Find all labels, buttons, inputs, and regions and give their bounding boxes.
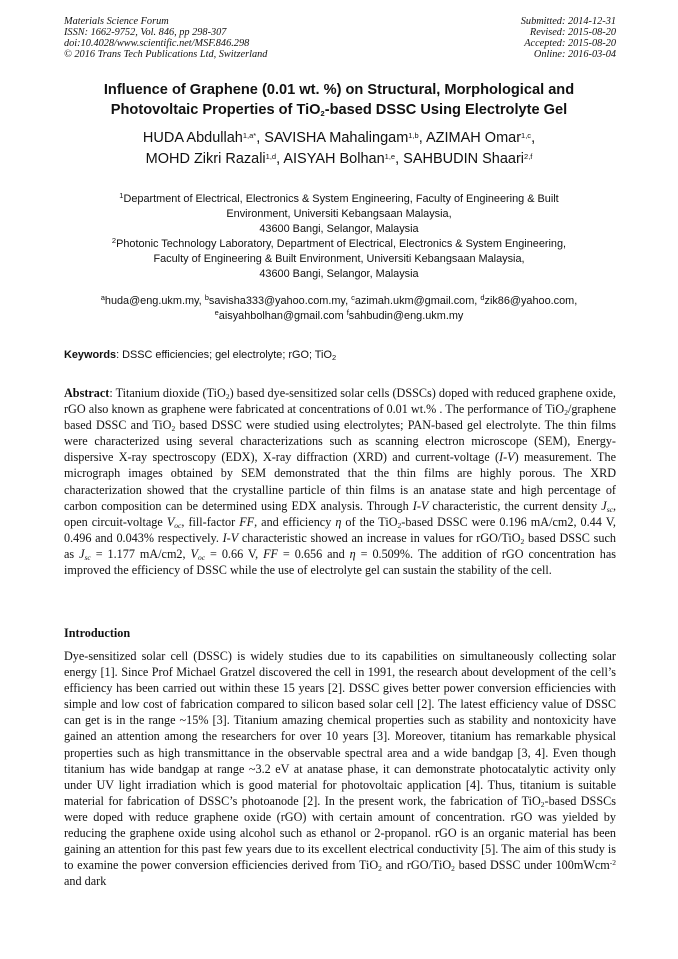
intro-text: and dark (64, 874, 107, 889)
abstract-text: ) measurement. The micrograph images obtained by SEM demonstrated that the thin films are highly porous. The XRD characterization showed that the crystalline particle of thin films is an anatase state and high percentage of carbon composition can be determined using EDX analysis. Through (64, 450, 616, 513)
email-sup: a (100, 293, 105, 302)
abstract-text: , and efficiency (254, 514, 336, 529)
abstract-text: = 0.509%. The addition of rGO concentration has improved the efficiency of DSSC while the use of electrolyte gel can sustain the stability of the cell. (64, 546, 616, 578)
author-sup: 1,e (384, 152, 396, 161)
email-sup: b (204, 293, 209, 302)
intro-text: -based DSSCs were doped with reduce graphene oxide (rGO) with certain amount of concentration. rGO was yielded by reducing the graphene oxide using alcohol such as ethanol or 2-propanol. rGO is an organic material has been gaining an attention for this past few years due to its excellent electrical conductivity [5]. The aim of this study is to examine the power conversion efficiencies derived from TiO (64, 793, 616, 873)
journal-name: Materials Science Forum (64, 16, 169, 27)
email-line (30, 309, 648, 324)
math-eta: η (349, 546, 356, 561)
math-j: J (79, 546, 85, 561)
email-sup: c (351, 293, 355, 302)
title-subscript: 2 (320, 109, 325, 118)
subscript: sc (84, 552, 91, 562)
email-sup: d (480, 293, 485, 302)
journal-copyright: © 2016 Trans Tech Publications Ltd, Switzerland (64, 49, 268, 60)
email-sup: e (214, 308, 219, 317)
introduction-paragraph (64, 648, 616, 889)
affiliation-line: Faculty of Engineering & Built Environment, Universiti Kebangsaan Malaysia, (153, 253, 525, 265)
author-sep: , (531, 130, 536, 146)
author-name: SAVISHA Mahalingam (264, 130, 409, 146)
author-list (30, 128, 648, 170)
abstract-text: based DSSC were studied using electrolytes; PAN-based gel electrolyte. The thin films were characterized using several characterizations such as scanning electron microscope (SEM), Energy-dispersive X-ray spectroscopy (EDX), X-ray diffraction (XRD) and current-voltage ( (64, 418, 616, 465)
affiliation-text: Department of Electrical, Electronics & System Engineering, Faculty of Engineering & Built (123, 193, 559, 205)
abstract-text: of the TiO (341, 514, 398, 529)
affiliation-text: Photonic Technology Laboratory, Department of Electrical, Electronics & System Engineering, (116, 238, 567, 250)
title-line (40, 100, 638, 120)
author-sep: , (395, 151, 404, 167)
math-iv: I-V (499, 450, 515, 465)
author-name: SAHBUDIN Shaari (403, 151, 525, 167)
affiliation-line: 43600 Bangi, Selangor, Malaysia (259, 268, 419, 280)
subscript: 2 (520, 536, 525, 546)
author-sup: 1,d (265, 152, 277, 161)
author-sup: 2,f (524, 152, 533, 161)
abstract-text: , open circuit-voltage (64, 498, 616, 529)
date-revised: Revised: 2015-08-20 (529, 27, 616, 38)
abstract-text: = 0.656 and (277, 546, 350, 561)
math-v: V (190, 546, 198, 561)
keywords-text: : DSSC efficiencies; gel electrolyte; rGO; TiO (116, 349, 332, 361)
subscript: 2 (564, 408, 568, 418)
abstract (64, 385, 616, 578)
abstract-text: based DSSC such as (64, 530, 616, 561)
submission-dates (521, 16, 616, 60)
journal-doi: doi:10.4028/www.scientific.net/MSF.846.298 (64, 38, 250, 49)
subscript: oc (197, 552, 206, 562)
keywords (64, 348, 616, 363)
author-name: MOHD Zikri Razali (145, 151, 266, 167)
abstract-text: ) based dye-sensitized solar cells (DSSCs) doped with reduced graphene oxide, rGO also known as graphene were fabricated at concentrations of 0.01 wt.% . The performance of TiO (64, 386, 616, 417)
author-sup: 1,b (408, 131, 419, 140)
date-submitted: Submitted: 2014-12-31 (520, 16, 616, 27)
email-address[interactable]: zik86@yahoo.com, (484, 295, 578, 307)
intro-text: and rGO/TiO (381, 858, 452, 873)
email-address[interactable]: huda@eng.ukm.my, (104, 295, 205, 307)
author-sup: 1,a* (242, 131, 257, 140)
author-sep: , (256, 130, 265, 146)
subscript: sc (606, 504, 613, 514)
section-heading-introduction: Introduction (64, 626, 131, 640)
email-address[interactable]: azimah.ukm@gmail.com, (354, 295, 481, 307)
email-address[interactable]: savisha333@yahoo.com.my, (208, 295, 352, 307)
author-sup: 1,c (521, 131, 532, 140)
journal-header (64, 16, 267, 60)
abstract-text: = 0.66 V, (205, 546, 264, 561)
subscript: 2 (397, 520, 402, 530)
subscript: 2 (540, 799, 545, 809)
keywords-subscript: 2 (331, 353, 337, 362)
abstract-text: , fill-factor (181, 514, 240, 529)
paper-title (40, 80, 638, 120)
author-name: HUDA Abdullah (142, 130, 243, 146)
math-j: J (601, 498, 607, 513)
email-address[interactable]: aisyahbolhan@gmail.com (218, 310, 347, 322)
email-list (30, 294, 648, 324)
affiliation-sup: 2 (111, 236, 117, 245)
subscript: 2 (225, 392, 230, 401)
journal-issn: ISSN: 1662-9752, Vol. 846, pp 298-307 (64, 27, 227, 38)
email-address[interactable]: sahbudin@eng.ukm.my (348, 310, 464, 322)
email-sup: f (346, 308, 349, 317)
abstract-label: Abstract (64, 386, 110, 400)
math-v: V (166, 514, 175, 529)
date-online: Online: 2016-03-04 (533, 49, 616, 60)
title-text: -based DSSC Using Electrolyte Gel (324, 102, 568, 118)
affiliations (40, 192, 638, 282)
abstract-text: : Titanium dioxide (TiO (109, 386, 226, 400)
keywords-label: Keywords (64, 349, 117, 361)
math-iv: I-V (222, 530, 239, 545)
abstract-text: = 1.177 mA/cm2, (90, 546, 191, 561)
abstract-text: characteristic showed an increase in values for rGO/TiO (238, 530, 521, 545)
subscript: 2 (451, 864, 455, 874)
date-accepted: Accepted: 2015-08-20 (524, 38, 616, 49)
title-line: Influence of Graphene (0.01 wt. %) on Structural, Morphological and (103, 82, 575, 98)
intro-text: Dye-sensitized solar cell (DSSC) is widely studies due to its capabilities on simultaneously collecting solar energy [1]. Since Prof Michael Gratzel discovered the cell in 1991, the research about development of the cell’s efficiency has been carried out within these 15 years [2]. DSSC gives better power conversion efficiencies with simple and low cost of fabrication compared to silicon based solar cell [2]. The latest efficiency value of DSSC can get is in the range ~15% [3]. Titanium amazing chemical properties such as stability and nontoxicity have gained an attention among the researchers for over 10 years [3]. Moreover, titanium has remarkable physical properties such as high transmittance in the observable spectral area and a wide bandgap [3, 4]. Even though titanium has wide bandgap at range ~3.2 eV at anatase phase, it can demonstrate photocatalytic activity only under UV light irradiation which is good material for photovoltaic application [4]. Thus, titanium is suitable material for fabrication of DSSC’s photoanode [2]. In the present work, the fabrication of TiO (64, 649, 616, 808)
author-line (30, 128, 648, 149)
author-name: AZIMAH Omar (425, 130, 522, 146)
author-line (30, 149, 648, 170)
intro-text: based DSSC under 100mWcm (454, 858, 610, 873)
affiliation-sup: 1 (119, 191, 124, 200)
subscript: oc (174, 520, 182, 530)
affiliation-line: Environment, Universiti Kebangsaan Malaysia, (226, 208, 452, 220)
author-sep: , (418, 130, 426, 146)
author-sep: , (276, 151, 284, 167)
subscript: 2 (171, 424, 176, 434)
affiliation-line (40, 192, 638, 207)
email-line (30, 294, 648, 309)
superscript: -2 (609, 858, 616, 868)
affiliation-line: 43600 Bangi, Selangor, Malaysia (259, 223, 419, 235)
math-ff: FF (263, 546, 278, 561)
affiliation-line (40, 237, 638, 252)
abstract-text: /graphene based DSSC and TiO (64, 402, 616, 433)
abstract-text: -based DSSC were 0.196 mA/cm2, 0.44 V, 0.496 and 0.043% respectively. (64, 514, 616, 545)
subscript: 2 (378, 864, 382, 874)
math-ff: FF (239, 514, 255, 529)
math-iv: I-V (412, 498, 429, 513)
title-text: Photovoltaic Properties of TiO (110, 102, 321, 118)
abstract-text: characteristic, the current density (428, 498, 602, 513)
author-name: AISYAH Bolhan (283, 151, 385, 167)
math-eta: η (335, 514, 342, 529)
